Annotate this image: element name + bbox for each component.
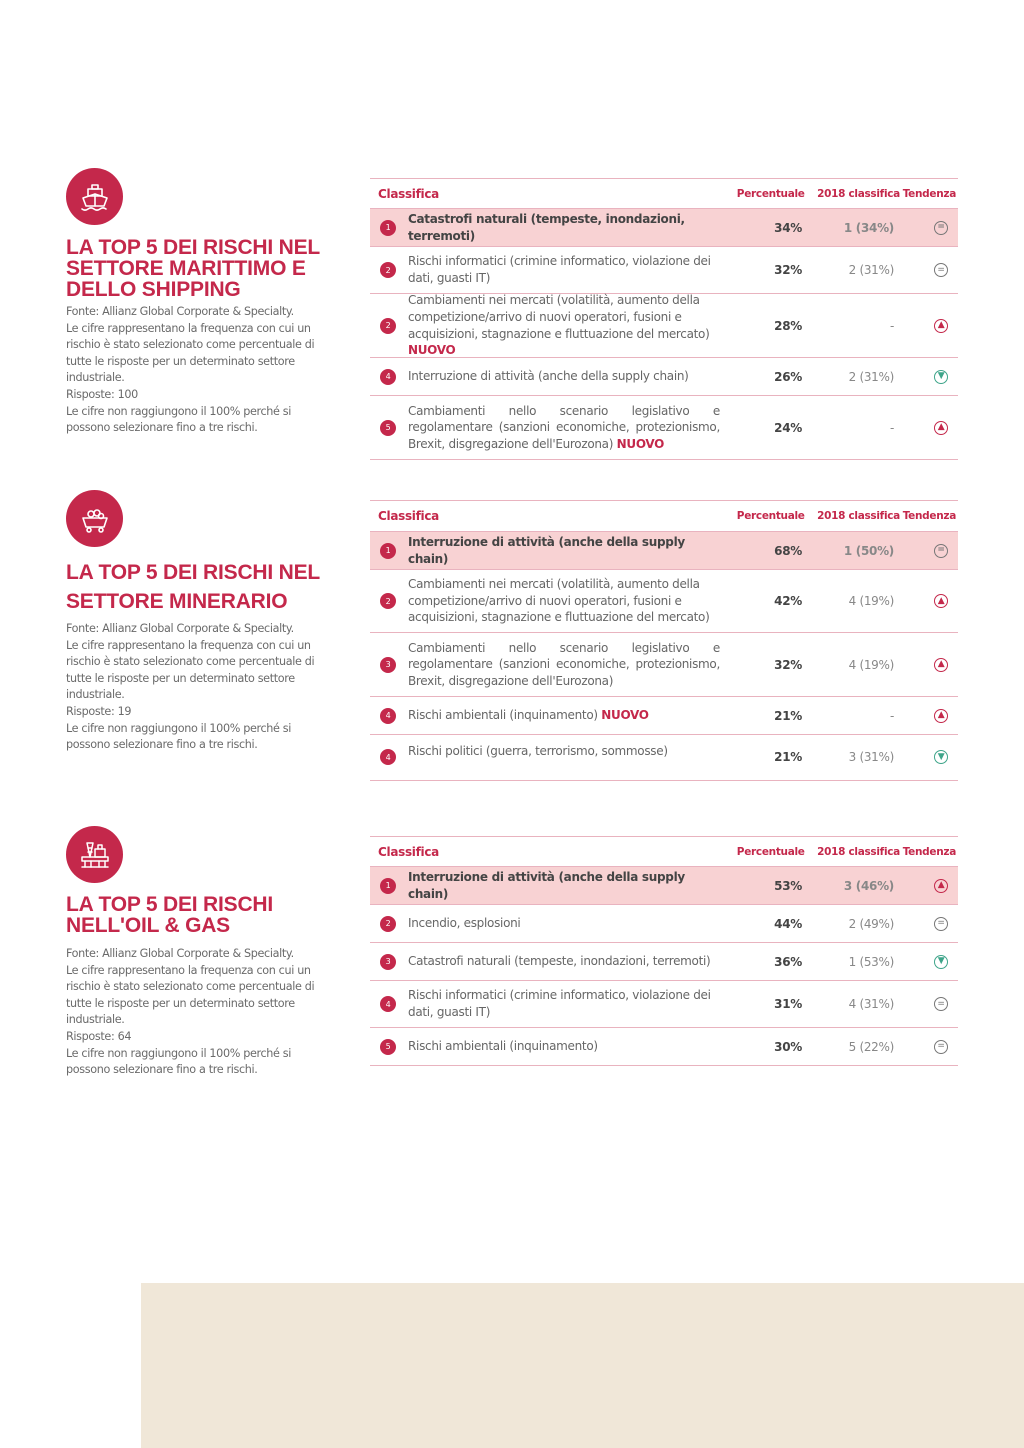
prev-rank-value: 4 (31%) — [848, 997, 894, 1011]
risk-label — [396, 292, 720, 358]
prev-rank-value: 3 (31%) — [848, 750, 894, 764]
percent-value: 53% — [774, 878, 802, 893]
header-trend: Tendenza — [902, 845, 956, 858]
risk-text: Interruzione di attività (anche della supply chain) — [408, 869, 685, 901]
percent-value: 28% — [774, 318, 802, 333]
risk-label — [396, 640, 720, 690]
risk-text: Rischi politici (guerra, terrorismo, sommosse) — [408, 744, 668, 758]
header-rank: Classifica — [378, 844, 439, 859]
rank-badge: 1 — [380, 878, 396, 894]
risk-text: Interruzione di attività (anche della supply chain) — [408, 369, 689, 384]
table-row — [370, 633, 958, 697]
trend-up-icon: ▲ — [934, 709, 948, 723]
source-text: Fonte: Allianz Global Corporate & Specialty. — [66, 622, 294, 635]
explanation-text: Le cifre rappresentano la frequenza con cui un rischio è stato selezionato come percentuale di tutte le risposte per un determinato settore industriale. — [66, 638, 315, 702]
risk-label — [396, 534, 720, 567]
risk-text: Cambiamenti nei mercati (volatilità, aumento della competizione/arrivo di nuovi operatori, fusioni e acquisizioni, stagnazione e fluttuazione del mercato) — [408, 293, 710, 341]
risk-text: Rischi ambientali (inquinamento) — [408, 708, 598, 723]
percent-value: 34% — [774, 220, 802, 235]
table-row — [370, 735, 958, 781]
trend-up-icon: ▲ — [934, 658, 948, 672]
footer-band — [141, 1283, 1024, 1448]
header-rank: Classifica — [378, 186, 439, 201]
risk-label — [396, 953, 720, 970]
header-percent: Percentuale — [736, 845, 805, 858]
explanation-text: Le cifre rappresentano la frequenza con cui un rischio è stato selezionato come percentuale di tutte le risposte per un determinato settore industriale. — [66, 963, 315, 1027]
rank-badge: 2 — [380, 262, 396, 278]
risk-text: Cambiamenti nei mercati (volatilità, aumento della competizione/arrivo di nuovi operatori, fusioni e acquisizioni, stagnazione e fluttuazione del mercato) — [408, 577, 710, 625]
risk-label — [396, 403, 720, 453]
source-text: Fonte: Allianz Global Corporate & Specialty. — [66, 947, 294, 960]
title-line: DELLO SHIPPING — [66, 278, 241, 301]
rank-badge: 3 — [380, 657, 396, 673]
trend-up-icon: ▲ — [934, 594, 948, 608]
header-trend: Tendenza — [902, 187, 956, 200]
rank-badge: 2 — [380, 916, 396, 932]
section-description — [66, 946, 338, 1079]
risk-label — [396, 987, 720, 1020]
percent-value: 32% — [774, 657, 802, 672]
percent-value: 36% — [774, 954, 802, 969]
percent-value: 32% — [774, 263, 802, 277]
percent-value: 21% — [774, 750, 802, 764]
table-row — [370, 532, 958, 570]
header-prev: 2018 classifica — [817, 187, 900, 200]
rank-badge: 1 — [380, 220, 396, 236]
table-header — [370, 836, 958, 867]
risk-label — [396, 576, 720, 626]
header-trend: Tendenza — [902, 510, 956, 522]
header-prev: 2018 classifica — [817, 845, 900, 858]
rank-badge: 3 — [380, 954, 396, 970]
percent-value: 30% — [774, 1039, 802, 1054]
table-header — [370, 178, 958, 209]
risk-table — [370, 836, 958, 1066]
rank-badge: 2 — [380, 593, 396, 609]
percent-value: 68% — [774, 543, 802, 558]
prev-rank-value: - — [889, 318, 894, 333]
section-description — [66, 304, 338, 437]
trend-up-icon: ▲ — [934, 879, 948, 893]
table-row — [370, 294, 958, 358]
risk-text: Cambiamenti nello scenario legislativo e regolamentare (sanzioni economiche, protezionismo, Brexit, disgregazione dell'Eurozona) — [408, 640, 720, 688]
responses-count: Risposte: 64 — [66, 1029, 132, 1043]
trend-down-icon: ▼ — [934, 955, 948, 969]
title-line: LA TOP 5 DEI RISCHI — [66, 893, 274, 916]
explanation-text: Le cifre rappresentano la frequenza con cui un rischio è stato selezionato come percentuale di tutte le risposte per un determinato settore industriale. — [66, 321, 315, 385]
oil-rig-icon — [66, 826, 123, 883]
risk-label — [396, 869, 720, 902]
rank-badge: 4 — [380, 369, 396, 385]
header-percent: Percentuale — [736, 187, 805, 200]
source-text: Fonte: Allianz Global Corporate & Specialty. — [66, 305, 294, 318]
risk-text: Incendio, esplosioni — [408, 916, 521, 931]
section-description — [66, 621, 338, 754]
prev-rank-value: 4 (19%) — [848, 594, 894, 608]
rank-badge: 4 — [380, 996, 396, 1012]
table-row — [370, 247, 958, 294]
trend-down-icon: ▼ — [934, 750, 948, 764]
percent-value: 44% — [774, 916, 802, 931]
rank-badge: 4 — [380, 749, 396, 765]
new-tag: NUOVO — [408, 343, 456, 358]
title-line: LA TOP 5 DEI RISCHI NEL — [66, 236, 321, 259]
trend-equal-icon: = — [934, 1040, 948, 1054]
section-title — [66, 237, 356, 300]
rank-badge: 4 — [380, 708, 396, 724]
title-line: LA TOP 5 DEI RISCHI NEL — [66, 561, 321, 584]
header-percent: Percentuale — [736, 510, 805, 522]
risk-label — [396, 915, 720, 932]
new-tag: NUOVO — [601, 708, 649, 723]
section-title — [66, 894, 356, 936]
header-rank: Classifica — [378, 509, 439, 523]
risk-label — [396, 1038, 720, 1055]
responses-count: Risposte: 100 — [66, 387, 138, 401]
trend-equal-icon: = — [934, 263, 948, 277]
ship-icon — [66, 168, 123, 225]
prev-rank-value: 1 (50%) — [843, 543, 894, 558]
section-title — [66, 558, 356, 616]
risk-text: Rischi informatici (crimine informatico, violazione dei dati, guasti IT) — [408, 988, 711, 1019]
table-header — [370, 500, 958, 532]
prev-rank-value: - — [889, 420, 894, 435]
trend-equal-icon: = — [934, 917, 948, 931]
percent-value: 26% — [774, 369, 802, 384]
risk-text: Rischi informatici (crimine informatico, violazione dei dati, guasti IT) — [408, 254, 711, 285]
rank-badge: 5 — [380, 420, 396, 436]
trend-equal-icon: = — [934, 997, 948, 1011]
rank-badge: 1 — [380, 543, 396, 559]
header-prev: 2018 classifica — [817, 510, 900, 522]
mining-cart-icon — [66, 490, 123, 547]
note-text: Le cifre non raggiungono il 100% perché si possono selezionare fino a tre rischi. — [66, 404, 292, 435]
prev-rank-value: 2 (31%) — [848, 369, 894, 384]
percent-value: 24% — [774, 420, 802, 435]
trend-up-icon: ▲ — [934, 421, 948, 435]
table-row — [370, 697, 958, 735]
title-line: NELL'OIL & GAS — [66, 914, 230, 937]
prev-rank-value: 4 (19%) — [848, 657, 894, 672]
trend-up-icon: ▲ — [934, 319, 948, 333]
table-row — [370, 867, 958, 905]
new-tag: NUOVO — [616, 436, 665, 451]
rank-badge: 2 — [380, 318, 396, 334]
table-row — [370, 396, 958, 460]
table-row — [370, 358, 958, 396]
risk-text: Catastrofi naturali (tempeste, inondazioni, terremoti) — [408, 954, 711, 969]
percent-value: 42% — [774, 594, 802, 608]
table-row — [370, 905, 958, 943]
table-row — [370, 209, 958, 247]
trend-down-icon: ▼ — [934, 370, 948, 384]
risk-label — [396, 253, 720, 286]
title-line: SETTORE MARITTIMO E — [66, 257, 306, 280]
prev-rank-value: 5 (22%) — [848, 1039, 894, 1054]
risk-label — [396, 368, 720, 385]
prev-rank-value: 2 (31%) — [848, 263, 894, 277]
note-text: Le cifre non raggiungono il 100% perché si possono selezionare fino a tre rischi. — [66, 1046, 292, 1077]
prev-rank-value: 1 (34%) — [843, 220, 894, 235]
percent-value: 21% — [774, 708, 802, 723]
table-row — [370, 570, 958, 633]
trend-equal-icon: = — [934, 544, 948, 558]
risk-text: Rischi ambientali (inquinamento) — [408, 1039, 598, 1054]
prev-rank-value: 3 (46%) — [843, 878, 894, 893]
risk-text: Cambiamenti nello scenario legislativo e regolamentare (sanzioni economiche, protezionismo, Brexit, disgregazione dell'Eurozona) — [408, 403, 720, 451]
prev-rank-value: 2 (49%) — [848, 916, 894, 931]
prev-rank-value: - — [889, 708, 894, 723]
note-text: Le cifre non raggiungono il 100% perché si possono selezionare fino a tre rischi. — [66, 721, 292, 752]
risk-text: Interruzione di attività (anche della supply chain) — [408, 534, 685, 566]
percent-value: 31% — [774, 997, 802, 1011]
risk-label — [396, 743, 720, 760]
risk-table — [370, 500, 958, 781]
trend-equal-icon: = — [934, 221, 948, 235]
rank-badge: 5 — [380, 1039, 396, 1055]
risk-label — [396, 707, 720, 724]
table-row — [370, 981, 958, 1028]
table-row — [370, 1028, 958, 1066]
prev-rank-value: 1 (53%) — [848, 954, 894, 969]
responses-count: Risposte: 19 — [66, 704, 132, 718]
title-line: SETTORE MINERARIO — [66, 590, 288, 613]
risk-label — [396, 211, 720, 244]
risk-text: Catastrofi naturali (tempeste, inondazioni, terremoti) — [408, 211, 685, 243]
risk-table — [370, 178, 958, 460]
table-row — [370, 943, 958, 981]
